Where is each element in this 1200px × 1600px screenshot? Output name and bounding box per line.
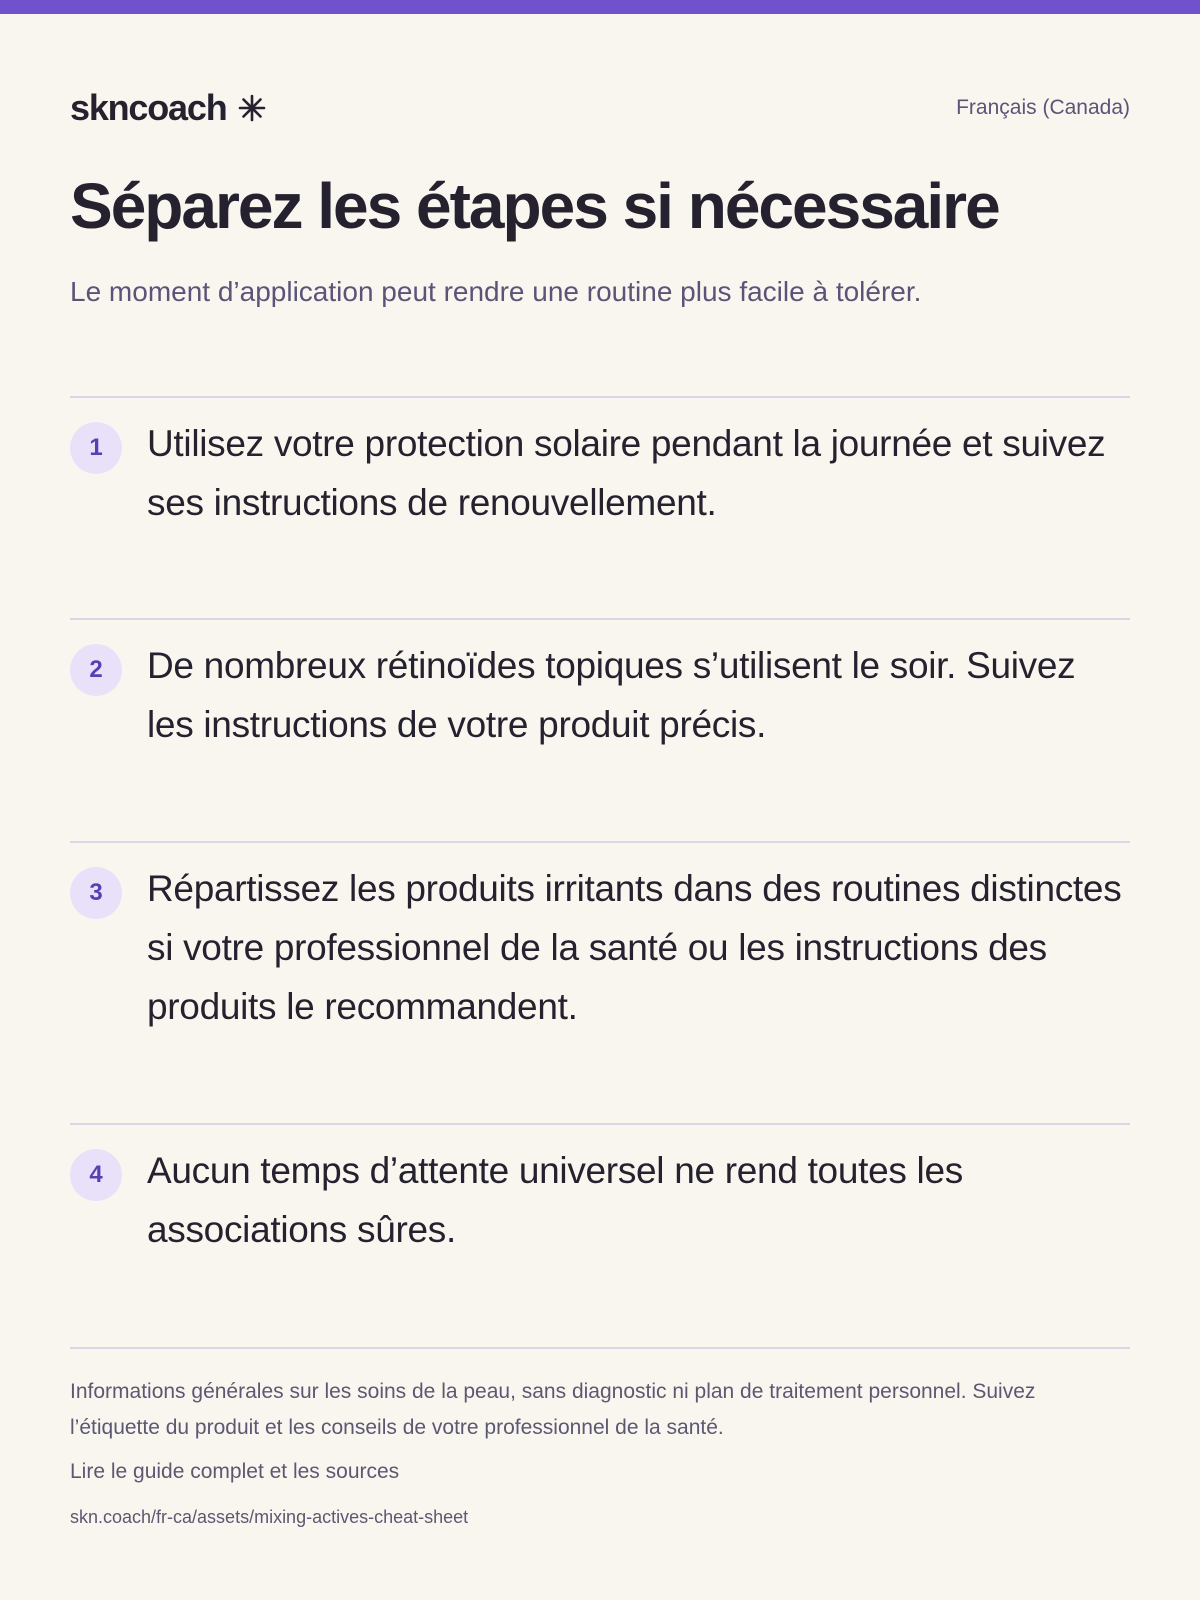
divider [70,1123,1130,1125]
accent-top-bar [0,0,1200,14]
language-selector[interactable]: Français (Canada) [956,96,1130,119]
page-title: Séparez les étapes si nécessaire [70,170,999,242]
step-number-badge: 1 [70,422,122,474]
brand-logo[interactable]: skncoach [70,87,227,128]
step-number-badge: 4 [70,1149,122,1201]
full-guide-link[interactable]: Lire le guide complet et les sources [70,1460,400,1483]
page-header [70,86,1130,130]
step-number-badge: 3 [70,867,122,919]
step-text: Aucun temps d’attente universel ne rend toutes les associations sûres. [147,1150,963,1250]
source-url: skn.coach/fr-ca/assets/mixing-actives-cheat-sheet [70,1507,469,1527]
divider [70,618,1130,620]
step-text: Répartissez les produits irritants dans des routines distinctes si votre professionnel de la santé ou les instructions des produits le recommandent. [147,868,1122,1027]
divider [70,841,1130,843]
step-number-badge: 2 [70,644,122,696]
asterisk-icon [238,94,266,122]
step-text: De nombreux rétinoïdes topiques s’utilisent le soir. Suivez les instructions de votre produit précis. [147,645,1076,745]
divider [70,396,1130,398]
divider [70,1347,1130,1349]
page-subtitle: Le moment d’application peut rendre une routine plus facile à tolérer. [70,276,922,307]
step-text: Utilisez votre protection solaire pendant la journée et suivez ses instructions de renouvellement. [147,423,1106,523]
disclaimer-text: Informations générales sur les soins de la peau, sans diagnostic ni plan de traitement personnel. Suivez l’étiquette du produit et les conseils de votre professionnel de la santé. [70,1380,1036,1439]
